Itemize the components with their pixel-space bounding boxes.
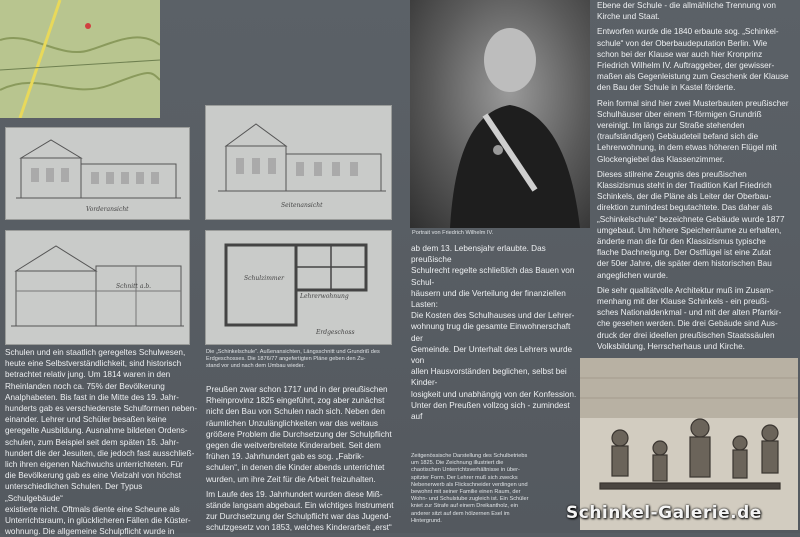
schinkelschule-text-column: Ebene der Schule - die allmähliche Trennung von Kirche und Staat. Entworfen wurde die 1840 erbaute sog. „Schinkel- schule“ von der Oberbaudeputation Berlin. Wie schon bei der Klause war auch hier Kronprinz Friedrich Wilhelm IV. Auftraggeber, der gewisser- maßen als Gegenleistung zum Geschenk der Klause den Bau der Schule in Kastel förderte. Rein formal sind hier zwei Musterbauten preußischer Schulhäuser über einem T-förmigen Grundriß vereinigt. Im längs zur Straße stehenden (traufständigen) Gebäudeteil befand sich die Lehrerwohnung, in dem etwas höheren Flügel mit Glockengiebel das Klassenzimmer. Dieses stilreine Zeugnis des preußischen Klassizismus steht in der Tradition Karl Friedrich Schinkels, der die Pläne als Leiter der Oberbau- direktion zumindest begutachtete. Das daher als „Schinkelschule“ bezeichnete Gebäude wurde 1877 umgebaut. Um höhere Speicherräume zu erhalten, änderte man die für den Klassizismus typische flache Dachneigung. Der Ostflügel ist eine Zutat der 50er Jahre, die später dem historischen Bau angeglichen wurde. Die sehr qualitätvolle Architektur muß im Zusam- menhang mit der Klause Schinkels - ein preußi- sches Nationaldenkmal - und mit der alten Pfarrkir- che gesehen werden. Die drei Gebäude sind Aus- druck der drei ideellen preußischen Staatssäulen Volksbildung, Herrscherhaus und Kirche. bbox=[597, 1, 789, 351]
room-label-teacher: Lehrerwohnung bbox=[300, 293, 349, 300]
watermark: Schinkel-Galerie.de bbox=[566, 503, 762, 523]
floor-plan-label: Erdgeschoss bbox=[316, 329, 355, 336]
room-label-school: Schulzimmer bbox=[244, 275, 284, 282]
etching-caption: Zeitgenössische Darstellung des Schulbetriebs um 1825. Die Zeichnung illustriert die chaotischen Unterrichtsverhältnisse in über- spitzter Form. Der Lehrer muß sich zwecks Nebenerwerb als Flickschneider verdingen und bewohnt mit seiner Familie einen Raum, der Wohn- und Schulstube zugleich ist. Ein Schüler kniet zur Strafe auf einem Dreikantholz, ein anderer sitzt auf dem hölzernen Esel im Hintergrund. bbox=[411, 453, 529, 524]
side-elevation-drawing bbox=[205, 105, 392, 220]
map-image bbox=[0, 0, 160, 118]
history-text-column: Preußen zwar schon 1717 und in der preußischen Rheinprovinz 1825 eingeführt, zog aber zunächst nicht den Bau von Schulen nach sich. Neben den räumlichen Unzulänglichkeiten war das weitaus größere Problem die Durchsetzung der Schulpflicht gegen die weitverbreitete Kinderarbeit. Seit dem frühen 19. Jahrhundert gab es sog. „Fabrik- schulen“, in denen die Kinder abends unterrichtet wurden, um ihre Zeit für die Arbeit freizuhalten. Im Laufe des 19. Jahrhundert wurden diese Miß- stände langsam abgebaut. Ein wichtiges Instrument zur Durchsetzung der Schulpflicht war das Jugend- schutzgesetz von 1853, welches Kinderarbeit „erst“ bbox=[206, 385, 394, 533]
floor-plan-drawing bbox=[205, 230, 392, 345]
portrait-caption: Portrait von Friedrich Wilhelm IV. bbox=[412, 230, 494, 236]
front-elevation-drawing bbox=[5, 127, 190, 220]
intro-text-column: Schulen und ein staatlich geregeltes Schulwesen, heute eine Selbstverständlichkeit, sind historisch betrachtet relativ jung. Um 1814 waren in den Rheinlanden noch ca. 75% der Bevölkerung Analphabeten. Bis fast in die Mitte des 19. Jahr- hunderts gab es verschiedenste Schulformen neben- einander. Lehrer und Schüler besaßen keine geregelte Ausbildung. Ausnahme bildeten Ordens- schulen, zum Beispiel seit dem späten 16. Jahr- hundert die der Jesuiten, die jedoch fast ausschließ- lich ihren eigenen Nachwuchs unterrichteten. Für die Bevölkerung gab es eine Vielzahl von höchst unterschiedlichen Schulen. Der Typus „Schulgebäude“ existierte nicht. Oftmals diente eine Scheune als Unterrichtsraum, in glücklicheren Fällen die Küster- wohnung. Die allgemeine Schulpflicht wurde in bbox=[5, 348, 198, 537]
prussian-law-text-column: ab dem 13. Lebensjahr erlaubte. Das preußische Schulrecht regelte schließlich das Bauen von Schul- häusern und die Verteilung der finanziellen Lasten: Die Kosten des Schulhauses und der Lehrer- wohnung trug die gesamte Einwohnerschaft der Gemeinde. Der Unterhalt des Lehrers wurde von allen Hausvorständen beglichen, selbst bei Kinder- losigkeit und unabhängig von der Konfession. Unter den Preußen vollzog sich - zumindest auf bbox=[411, 244, 577, 422]
side-elevation-label: Seitenansicht bbox=[281, 202, 323, 209]
portrait-image bbox=[410, 0, 590, 228]
front-elevation-label: Vorderansicht bbox=[86, 206, 129, 213]
section-drawing bbox=[5, 230, 190, 345]
drawings-caption: Die „Schinkelschule“. Außenansichten, Längsschnitt und Grundriß des Erdgeschosses. Die 1876/77 angefertigten Pläne geben den Zu- stand vor und nach dem Umbau wieder. bbox=[206, 349, 380, 370]
section-label: Schnitt a.b. bbox=[116, 283, 152, 290]
